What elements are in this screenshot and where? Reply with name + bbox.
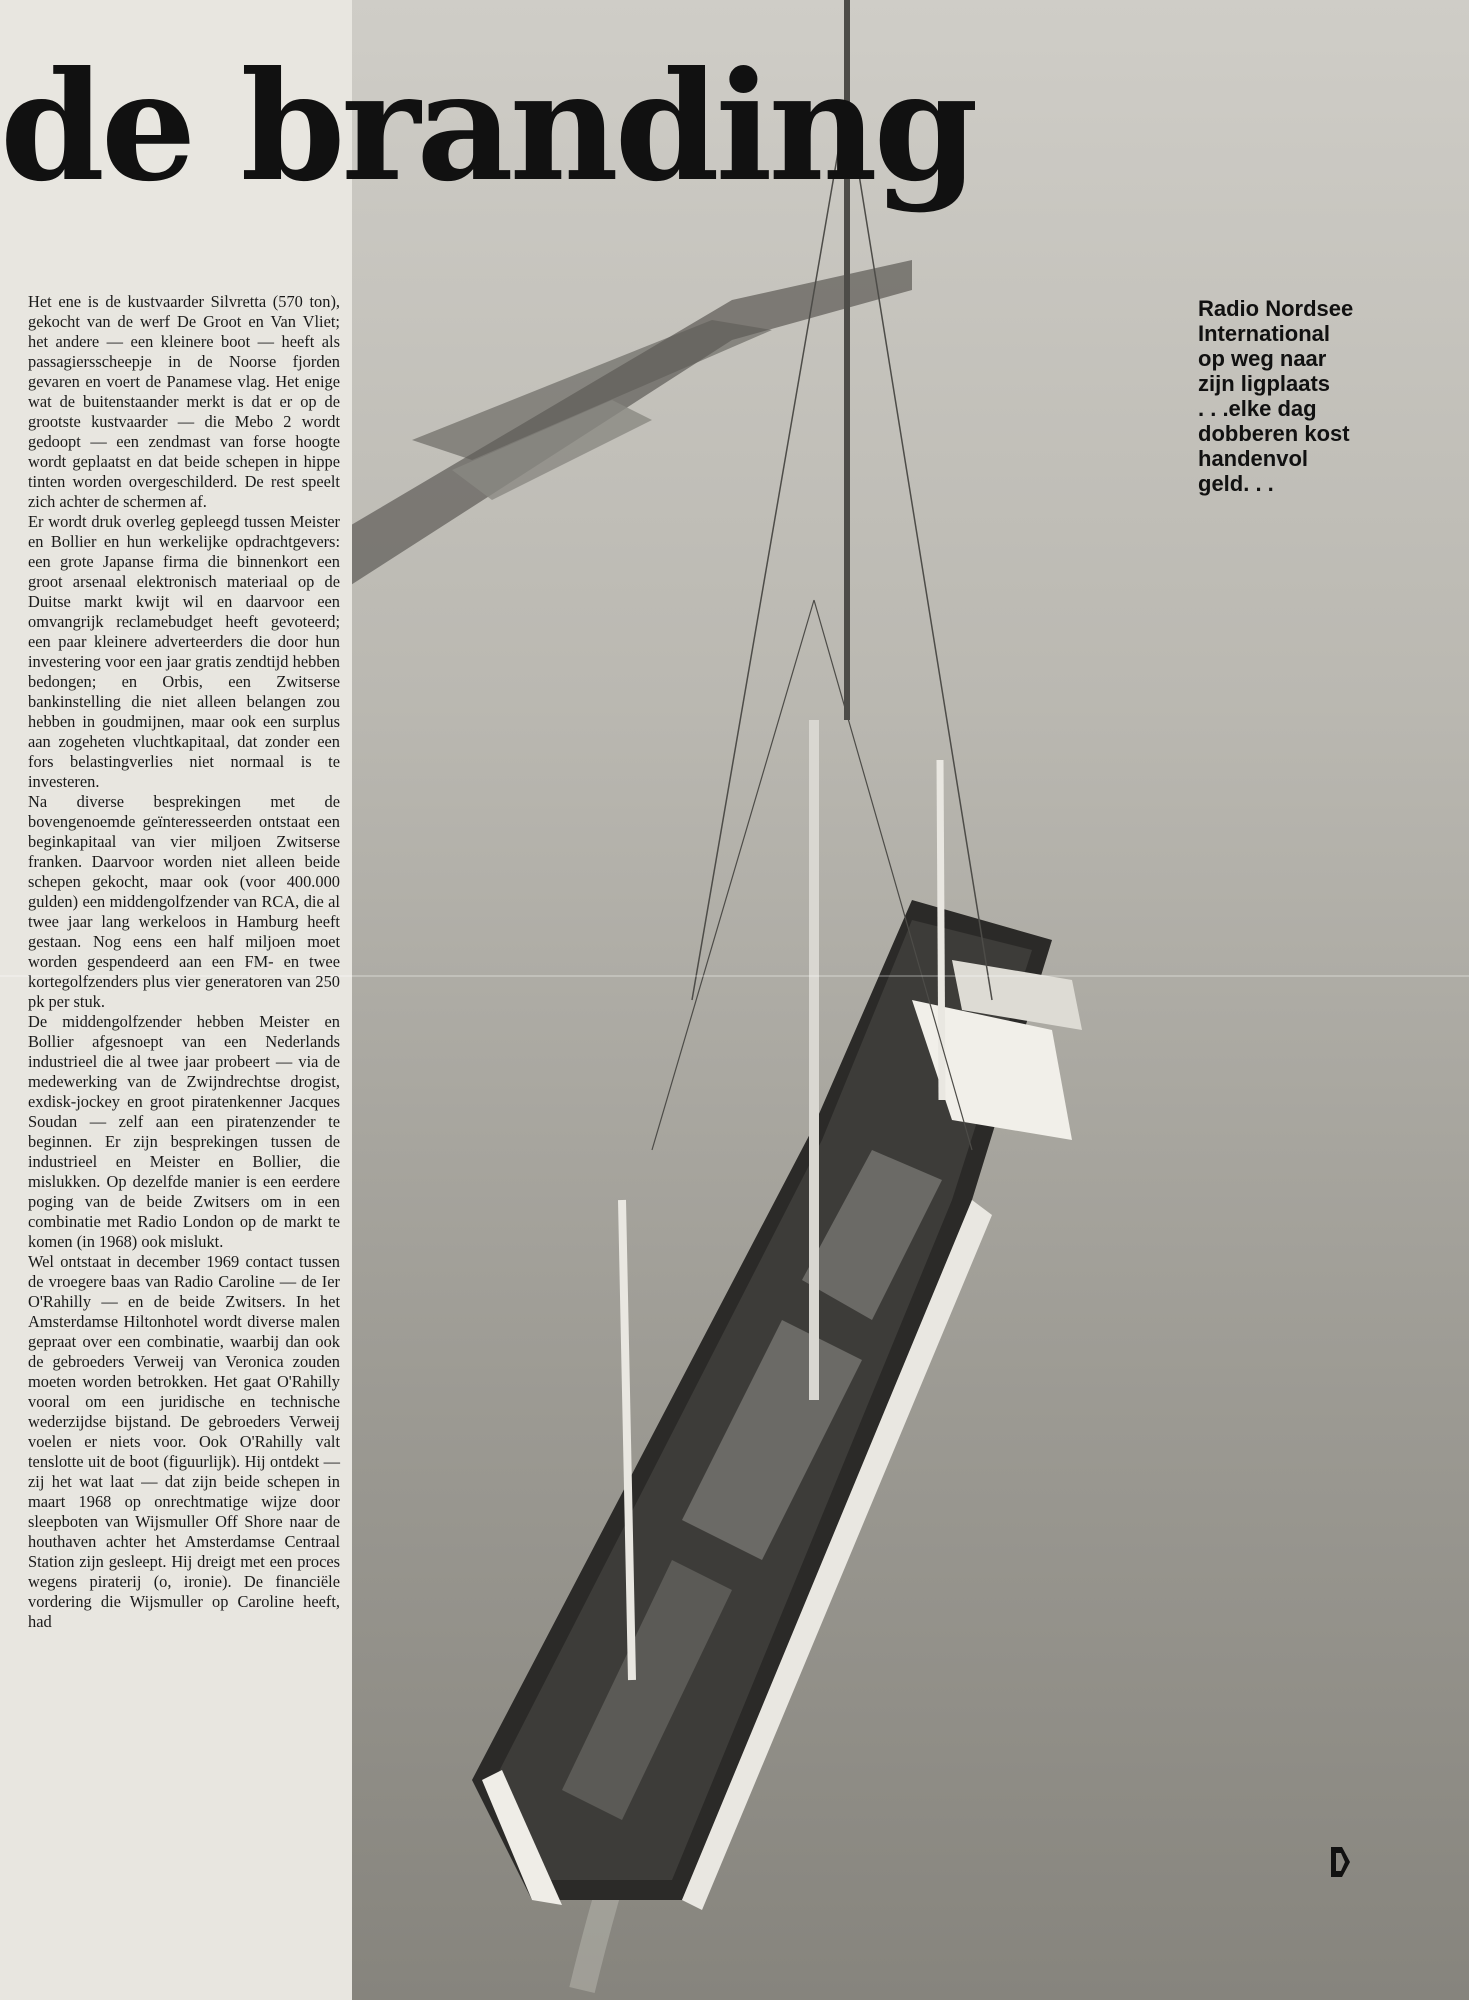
caption-line: op weg naar xyxy=(1198,346,1327,371)
article-body xyxy=(28,292,340,1632)
caption-line: . . .elke dag xyxy=(1198,396,1317,421)
headline: de branding xyxy=(0,39,975,215)
caption-line: International xyxy=(1198,321,1331,346)
article-paragraph: Wel ontstaat in december 1969 contact tussen de vroegere baas van Radio Caroline — de Ier O'Rahilly — en de beide Zwitsers. In het Amsterdamse Hiltonhotel wordt diverse malen gepraat over een combinatie, waarbij dan ook de gebroeders Verweij van Veronica zouden moeten worden betrokken. Het gaat O'Rahilly vooral om een juridische en technische wederzijdse bijstand. De gebroeders Verweij voelen er niets voor. Ook O'Rahilly valt tenslotte uit de boot (figuurlijk). Hij ontdekt — zij het wat laat — dat zijn beide schepen in maart 1968 op onrechtmatige wijze door sleepboten van Wijsmuller Off Shore naar de houthaven achter het Amsterdamse Centraal Station zijn gesleept. Hij dreigt met een proces wegens piraterij (o, ironie). De financiële vordering die Wijsmuller op Caroline heeft, had xyxy=(28,1252,340,1631)
caption-line: Radio Nordsee xyxy=(1198,296,1354,321)
caption-line: geld. . . xyxy=(1198,471,1274,496)
photo-caption xyxy=(1198,296,1408,496)
article-paragraph: Het ene is de kustvaarder Silvretta (570 ton), gekocht van de werf De Groot en Van Vliet; het andere — een kleinere boot — heeft als passagiersscheepje in de Noorse fjorden gevaren en voert de Panamese vlag. Het enige wat de buitenstaander merkt is dat er op de grootste kustvaarder — die Mebo 2 wordt gedoopt — een zendmast van forse hoogte wordt geplaatst en dat beide schepen in hippe tinten worden overgeschilderd. De rest speelt zich achter de schermen af. xyxy=(28,292,340,511)
article-paragraph: Er wordt druk overleg gepleegd tussen Meister en Bollier en hun werkelijke opdrachtgevers: een grote Japanse firma die binnenkort een groot arsenaal elektronisch materiaal op de Duitse markt kwijt wil en daarvoor een omvangrijk reclamebudget heeft gevoteerd; een paar kleinere adverteerders die door hun investering voor een jaar gratis zendtijd hebben bedongen; en Orbis, een Zwitserse bankinstelling die niet alleen belangen zou hebben in goudmijnen, maar ook een surplus aan zogeheten vluchtkapitaal, dat zonder een fors belastingverlies niet normaal is te investeren. xyxy=(28,512,340,791)
continued-arrow-icon xyxy=(1328,1845,1352,1879)
article-paragraph: Na diverse besprekingen met de bovengenoemde geïnteresseerden ontstaat een beginkapitaal van vier miljoen Zwitserse franken. Daarvoor worden niet alleen beide schepen gekocht, maar ook (voor 400.000 gulden) een middengolfzender van RCA, die al twee jaar lang werkeloos in Hamburg heeft gestaan. Nog eens een half miljoen moet worden gespendeerd aan een FM- en twee kortegolfzenders plus vier generatoren van 250 pk per stuk. xyxy=(28,792,340,1011)
caption-line: handenvol xyxy=(1198,446,1309,471)
caption-line: zijn ligplaats xyxy=(1198,371,1331,396)
caption-line: dobberen kost xyxy=(1198,421,1350,446)
article-paragraph: De middengolfzender hebben Meister en Bollier afgesnoept van een Nederlands industrieel die al twee jaar probeert — via de medewerking van de Zwijndrechtse drogist, exdisk-jockey en groot piratenkenner Jacques Soudan — zelf aan een piratenzender te beginnen. Er zijn besprekingen tussen de industrieel en Meister en Bollier, die mislukken. Op dezelfde manier is een eerdere poging van de beide Zwitsers om in een combinatie met Radio London op de markt te komen (in 1968) ook mislukt. xyxy=(28,1012,340,1251)
